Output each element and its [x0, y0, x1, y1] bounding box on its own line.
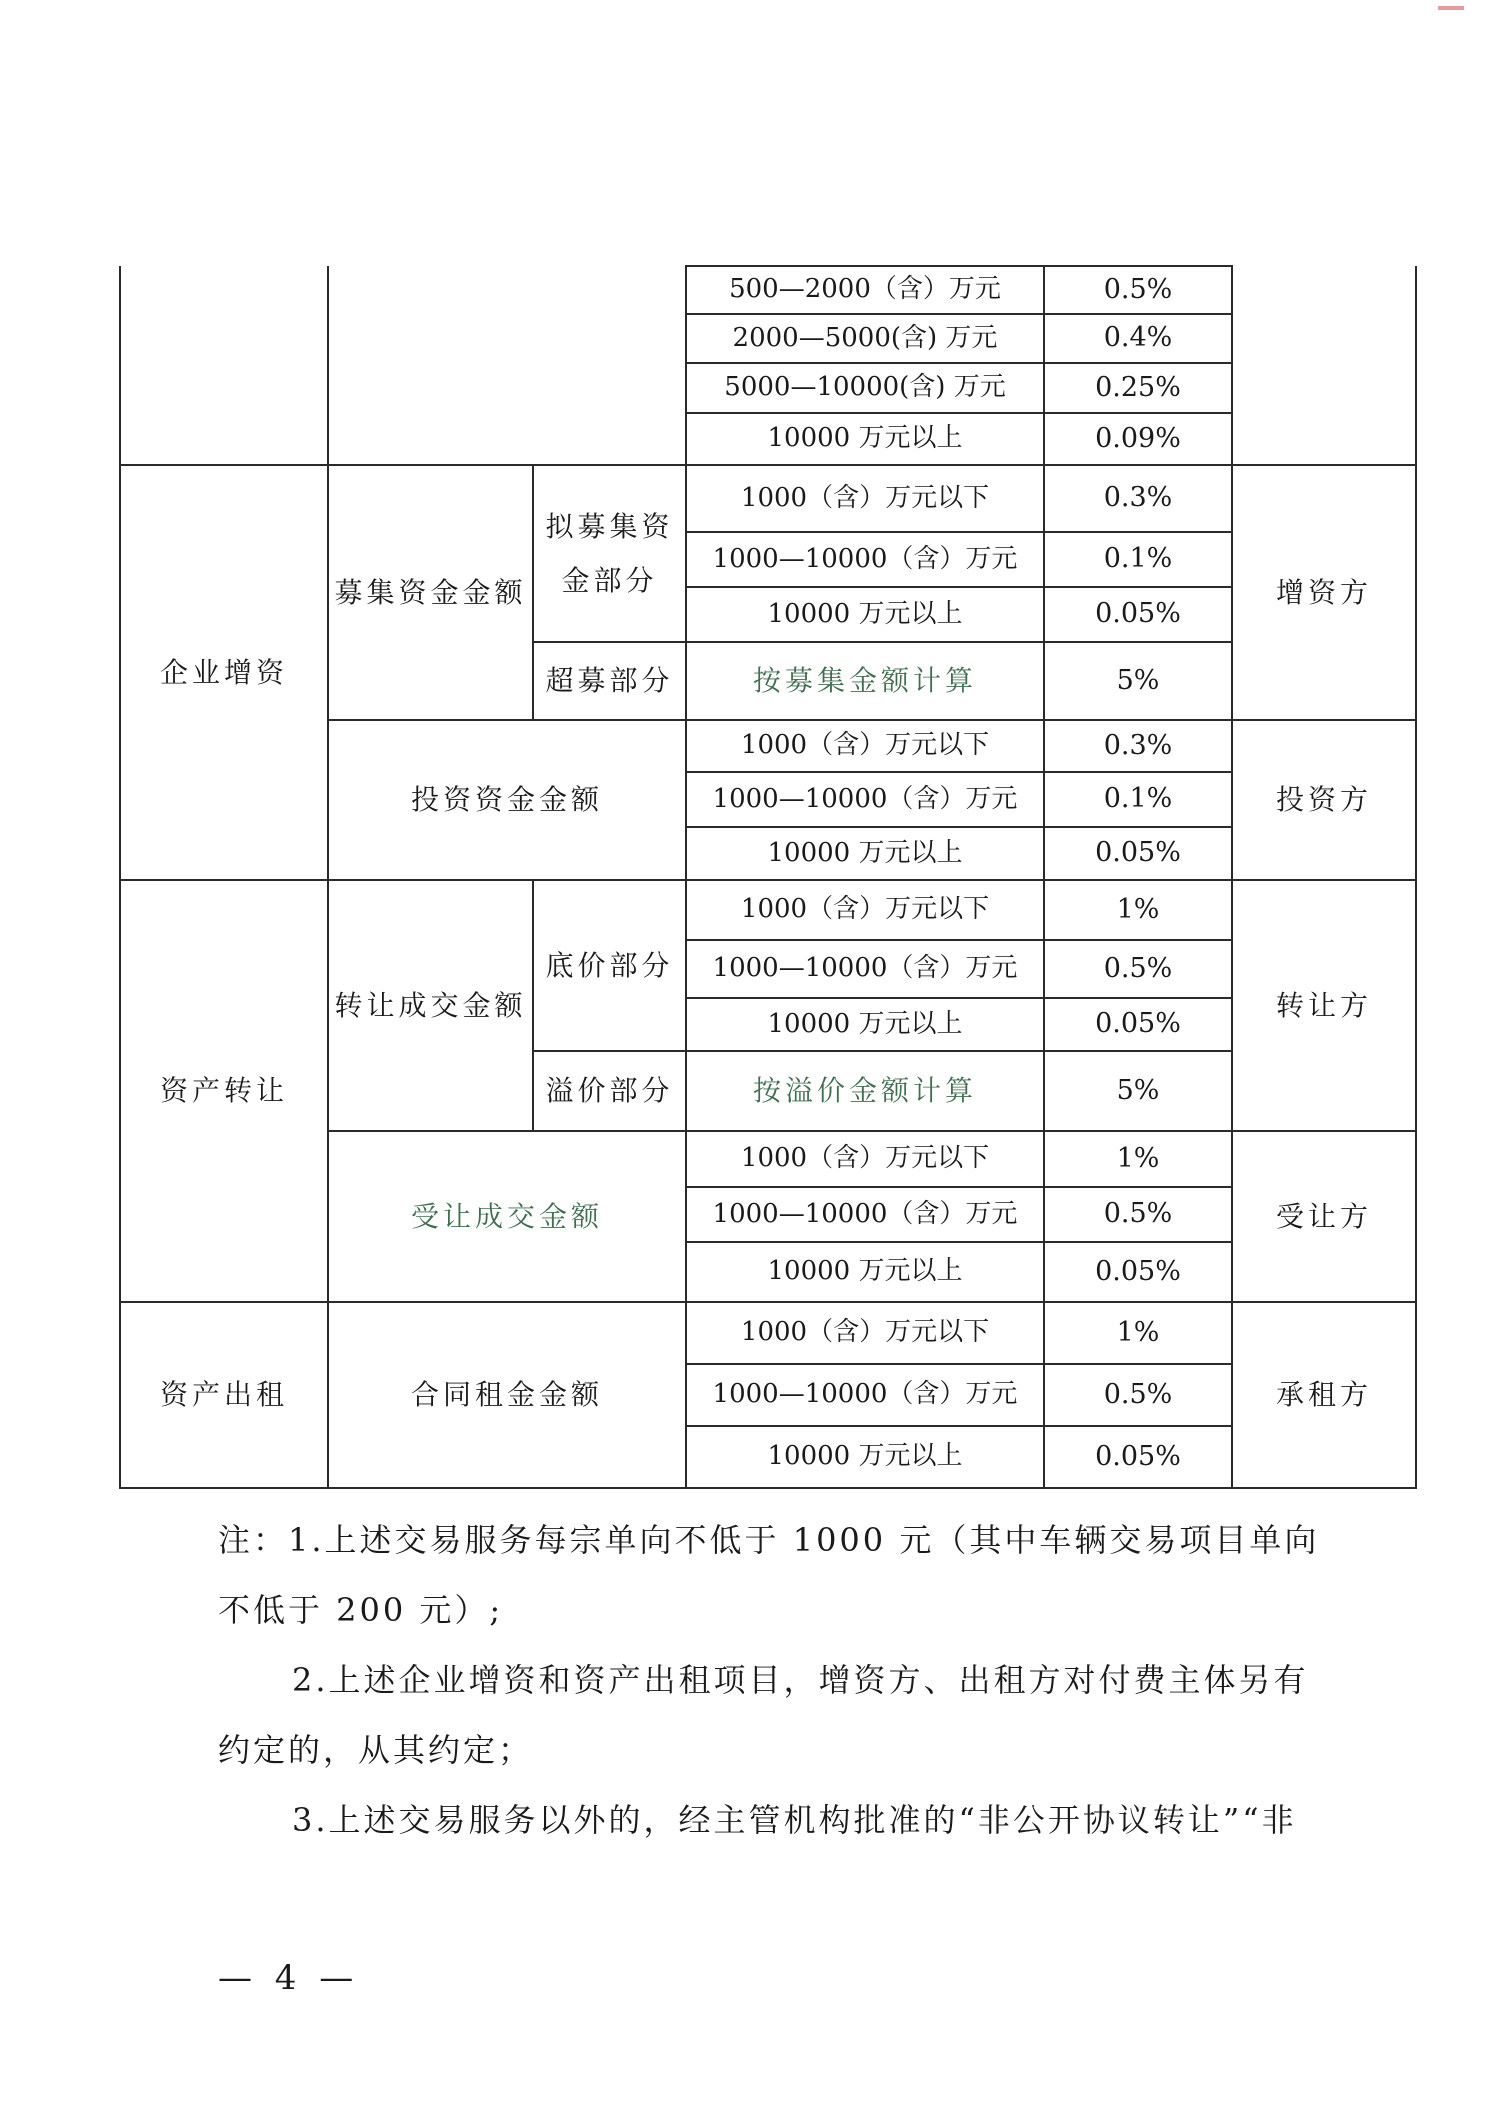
- table-row: [120, 266, 1416, 314]
- rate-cell: 0.3%: [1044, 465, 1232, 532]
- rate-cell: 0.25%: [1044, 363, 1232, 413]
- basis-transfer: 转让成交金额: [328, 880, 533, 1131]
- rate-cell: 0.5%: [1044, 266, 1232, 314]
- range-cell: 1000—10000（含）万元: [686, 1364, 1044, 1426]
- basis-investment: 投资资金金额: [328, 720, 686, 880]
- table-row: [120, 1302, 1416, 1364]
- rate-cell: 0.3%: [1044, 720, 1232, 772]
- rate-cell: 1%: [1044, 1131, 1232, 1187]
- table-row: [120, 465, 1416, 532]
- range-cell: 1000—10000（含）万元: [686, 1187, 1044, 1242]
- category-asset-transfer: 资产转让: [120, 880, 328, 1302]
- rate-cell: 0.05%: [1044, 1426, 1232, 1488]
- rate-cell: 5%: [1044, 1051, 1232, 1131]
- range-cell: 5000—10000(含) 万元: [686, 363, 1044, 413]
- base-price-part-label: 底价部分: [533, 880, 686, 1051]
- rate-cell: 0.5%: [1044, 940, 1232, 998]
- range-cell: 500—2000（含）万元: [686, 266, 1044, 314]
- payer-investor: 投资方: [1232, 720, 1416, 880]
- rate-cell: 0.05%: [1044, 998, 1232, 1051]
- note-1: 注：1.上述交易服务每宗单向不低于 1000 元（其中车辆交易项目单向不低于 200 元）;: [218, 1521, 1320, 1629]
- payer-capital-increaser: 增资方: [1232, 465, 1416, 720]
- range-cell: 1000—10000（含）万元: [686, 772, 1044, 827]
- range-cell: 2000—5000(含) 万元: [686, 314, 1044, 363]
- rate-cell: 0.5%: [1044, 1187, 1232, 1242]
- basis-acquisition: 受让成交金额: [328, 1131, 686, 1302]
- range-cell: 按募集金额计算: [686, 642, 1044, 720]
- basis-raised-funds: 募集资金金额: [328, 465, 533, 720]
- range-cell: 10000 万元以上: [686, 587, 1044, 642]
- range-cell: 1000（含）万元以下: [686, 465, 1044, 532]
- payer-lessee: 承租方: [1232, 1302, 1416, 1488]
- planned-part-label: 拟募集资金部分: [533, 465, 686, 642]
- rate-cell: 0.05%: [1044, 827, 1232, 880]
- category-capital-increase: 企业增资: [120, 465, 328, 880]
- range-cell: 1000—10000（含）万元: [686, 940, 1044, 998]
- range-cell: 1000（含）万元以下: [686, 880, 1044, 940]
- continued-payer-cell: [1232, 266, 1416, 465]
- rate-cell: 0.1%: [1044, 532, 1232, 587]
- page-number: — 4 —: [218, 1958, 360, 1998]
- range-cell: 10000 万元以上: [686, 1426, 1044, 1488]
- note-3: 3.上述交易服务以外的，经主管机构批准的“非公开协议转让”“非: [292, 1801, 1297, 1839]
- rate-cell: 0.5%: [1044, 1364, 1232, 1426]
- corner-mark: [1438, 6, 1464, 10]
- rate-cell: 0.4%: [1044, 314, 1232, 363]
- rate-cell: 0.1%: [1044, 772, 1232, 827]
- rate-cell: 1%: [1044, 880, 1232, 940]
- continued-basis-cell: [328, 266, 686, 465]
- over-raised-part-label: 超募部分: [533, 642, 686, 720]
- note-2: 2.上述企业增资和资产出租项目，增资方、出租方对付费主体另有约定的，从其约定；: [218, 1661, 1309, 1769]
- range-cell: 1000（含）万元以下: [686, 720, 1044, 772]
- payer-transferor: 转让方: [1232, 880, 1416, 1131]
- range-cell: 10000 万元以上: [686, 827, 1044, 880]
- range-cell: 1000（含）万元以下: [686, 1302, 1044, 1364]
- rate-cell: 1%: [1044, 1302, 1232, 1364]
- rate-cell: 0.09%: [1044, 413, 1232, 465]
- range-cell: 1000（含）万元以下: [686, 1131, 1044, 1187]
- category-asset-lease: 资产出租: [120, 1302, 328, 1488]
- range-cell: 10000 万元以上: [686, 413, 1044, 465]
- range-cell: 10000 万元以上: [686, 998, 1044, 1051]
- notes: [218, 1505, 1338, 1855]
- payer-transferee: 受让方: [1232, 1131, 1416, 1302]
- range-cell: 10000 万元以上: [686, 1242, 1044, 1302]
- rate-cell: 5%: [1044, 642, 1232, 720]
- basis-lease: 合同租金金额: [328, 1302, 686, 1488]
- continued-category-cell: [120, 266, 328, 465]
- rate-cell: 0.05%: [1044, 587, 1232, 642]
- range-cell: 1000—10000（含）万元: [686, 532, 1044, 587]
- fee-table: [119, 265, 1417, 1489]
- table-row: [120, 880, 1416, 940]
- premium-part-label: 溢价部分: [533, 1051, 686, 1131]
- range-cell: 按溢价金额计算: [686, 1051, 1044, 1131]
- rate-cell: 0.05%: [1044, 1242, 1232, 1302]
